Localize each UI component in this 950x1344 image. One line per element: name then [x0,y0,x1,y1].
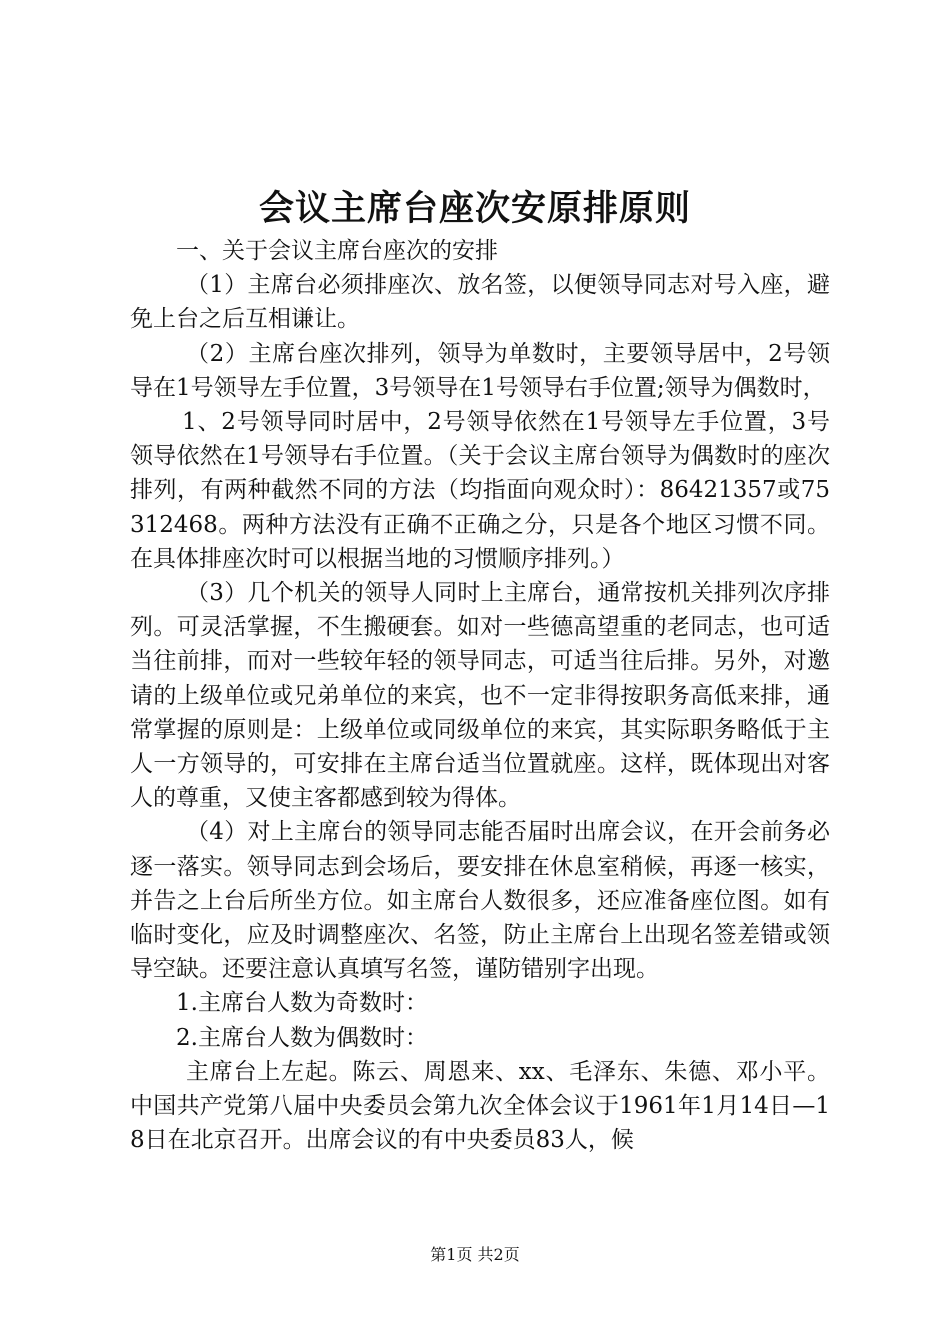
document-title: 会议主席台座次安原排原则 [258,188,691,229]
paragraph: （1）主席台必须排座次、放名签，以便领导同志对号入座，避免上台之后互相谦让。 [130,272,830,333]
document-body [130,234,830,1157]
paragraph: （3）几个机关的领导人同时上主席台，通常按机关排列次序排列。可灵活掌握，不生搬硬套。如对一些德高望重的老同志，也可适当往前排，而对一些较年轻的领导同志，可适当往后排。另外，对邀请的上级单位或兄弟单位的来宾，也不一定非得按职务高低来排，通常掌握的原则是：上级单位或同级单位的来宾，其实际职务略低于主人一方领导的，可安排在主席台适当位置就座。这样，既体现出对客人的尊重，又使主客都感到较为得体。 [130,580,830,812]
paragraph: 1、2号领导同时居中，2号领导依然在1号领导左手位置，3号领导依然在1号领导右手位置。（关于会议主席台领导为偶数时的座次排列，有两种截然不同的方法（均指面向观众时）：86421357或75312468。两种方法没有正确不正确之分，只是各个地区习惯不同。在具体排座次时可以根据当地的习惯顺序排列。） [130,409,830,572]
paragraph: （2）主席台座次排列，领导为单数时，主要领导居中，2号领导在1号领导左手位置，3号领导在1号领导右手位置;领导为偶数时， [130,340,830,401]
paragraph: （4）对上主席台的领导同志能否届时出席会议，在开会前务必逐一落实。领导同志到会场后，要安排在休息室稍候，再逐一核实，并告之上台后所坐方位。如主席台人数很多，还应准备座位图。如有临时变化，应及时调整座次、名签，防止主席台上出现名签差错或领导空缺。还要注意认真填写名签，谨防错别字出现。 [130,819,830,983]
page-number: 第1页 共2页 [430,1245,520,1264]
list-item: 2.主席台人数为偶数时： [176,1024,428,1051]
section-heading: 一、关于会议主席台座次的安排 [176,238,498,264]
paragraph: 主席台上左起。陈云、周恩来、xx、毛泽东、朱德、邓小平。中国共产党第八届中央委员会第九次全体会议于1961年1月14日—18日在北京召开。出席会议的有中央委员83人，候 [130,1058,830,1154]
list-item: 1.主席台人数为奇数时： [176,990,428,1017]
